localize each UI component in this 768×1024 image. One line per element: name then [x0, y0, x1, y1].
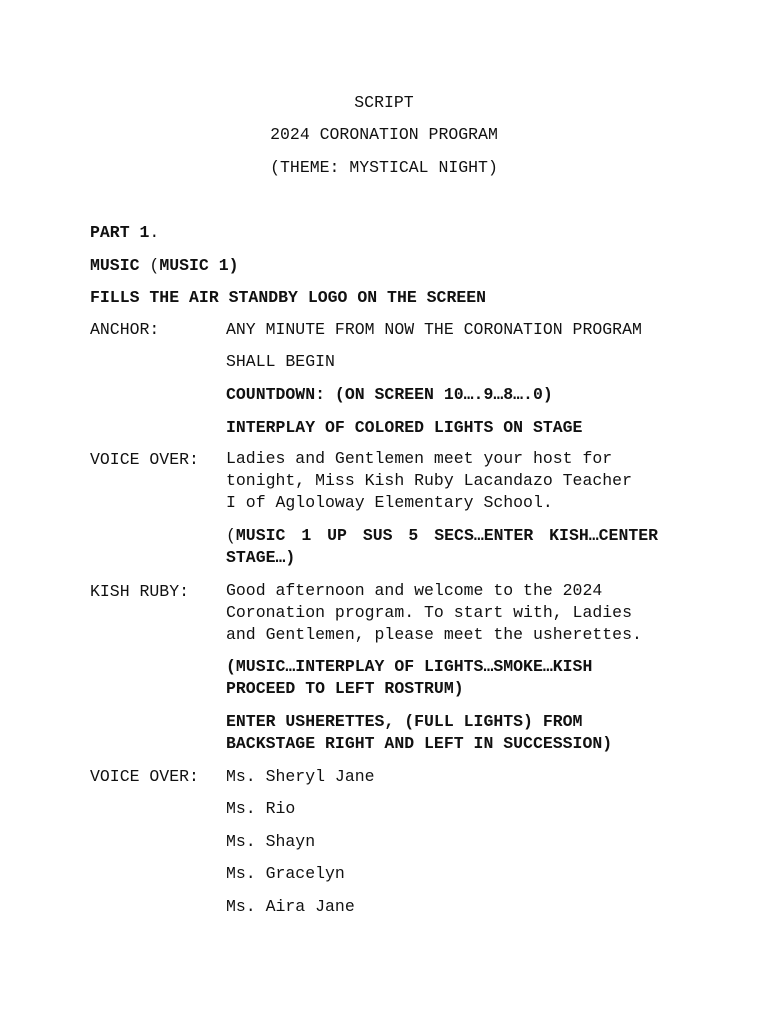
- interplay-cue: INTERPLAY OF COLORED LIGHTS ON STAGE: [226, 418, 583, 437]
- kish-ruby-text: Good afternoon and welcome to the 2024 Coronation program. To start with, Ladies and Gentlemen, please meet the usherettes.: [226, 581, 642, 644]
- music-prefix: MUSIC: [90, 256, 140, 275]
- usherette-name: Ms. Shayn: [226, 832, 316, 851]
- program-title: 2024 CORONATION PROGRAM: [270, 125, 498, 144]
- music-label: MUSIC 1): [159, 256, 239, 275]
- usherette-name: Ms. Rio: [226, 799, 296, 818]
- countdown-cue: [226, 385, 553, 404]
- voice-over-1-cue-paren: (: [226, 526, 236, 545]
- music-open-paren: (: [139, 256, 160, 275]
- part-label: PART 1: [90, 223, 150, 242]
- part-dot: .: [149, 223, 160, 242]
- usherette-name: Ms. Aira Jane: [226, 897, 355, 916]
- voice-over-1-cue: [226, 525, 658, 569]
- speaker-anchor: ANCHOR:: [90, 320, 160, 339]
- speaker-voice-over-1: VOICE OVER:: [90, 450, 199, 469]
- usherette-name: Ms. Sheryl Jane: [226, 767, 375, 786]
- countdown-rest: : (ON SCREEN 10….9…8….0): [315, 385, 553, 404]
- fills-direction: FILLS THE AIR STANDBY LOGO ON THE SCREEN: [90, 288, 487, 307]
- speaker-kish-ruby: KISH RUBY:: [90, 582, 190, 601]
- speaker-voice-over-2: VOICE OVER:: [90, 767, 199, 786]
- theme-line: (THEME: MYSTICAL NIGHT): [270, 158, 498, 177]
- kish-ruby-cue-2: ENTER USHERETTES, (FULL LIGHTS) FROM BACKSTAGE RIGHT AND LEFT IN SUCCESSION): [226, 712, 613, 753]
- anchor-line-2: SHALL BEGIN: [226, 352, 335, 371]
- voice-over-1-text: Ladies and Gentlemen meet your host for tonight, Miss Kish Ruby Lacandazo Teacher I of Agloloway Elementary School.: [226, 449, 632, 512]
- usherette-name: Ms. Gracelyn: [226, 864, 345, 883]
- script-title: SCRIPT: [354, 93, 414, 112]
- kish-ruby-cue-1: (MUSIC…INTERPLAY OF LIGHTS…SMOKE…KISH PROCEED TO LEFT ROSTRUM): [226, 657, 593, 698]
- anchor-line-1: ANY MINUTE FROM NOW THE CORONATION PROGRAM: [226, 320, 642, 339]
- music-cue: [90, 256, 239, 275]
- countdown-label: COUNTDOWN: [226, 385, 316, 404]
- part-heading: [90, 223, 159, 242]
- voice-over-1-cue-text: MUSIC 1 UP SUS 5 SECS…ENTER KISH…CENTER STAGE…): [226, 526, 659, 567]
